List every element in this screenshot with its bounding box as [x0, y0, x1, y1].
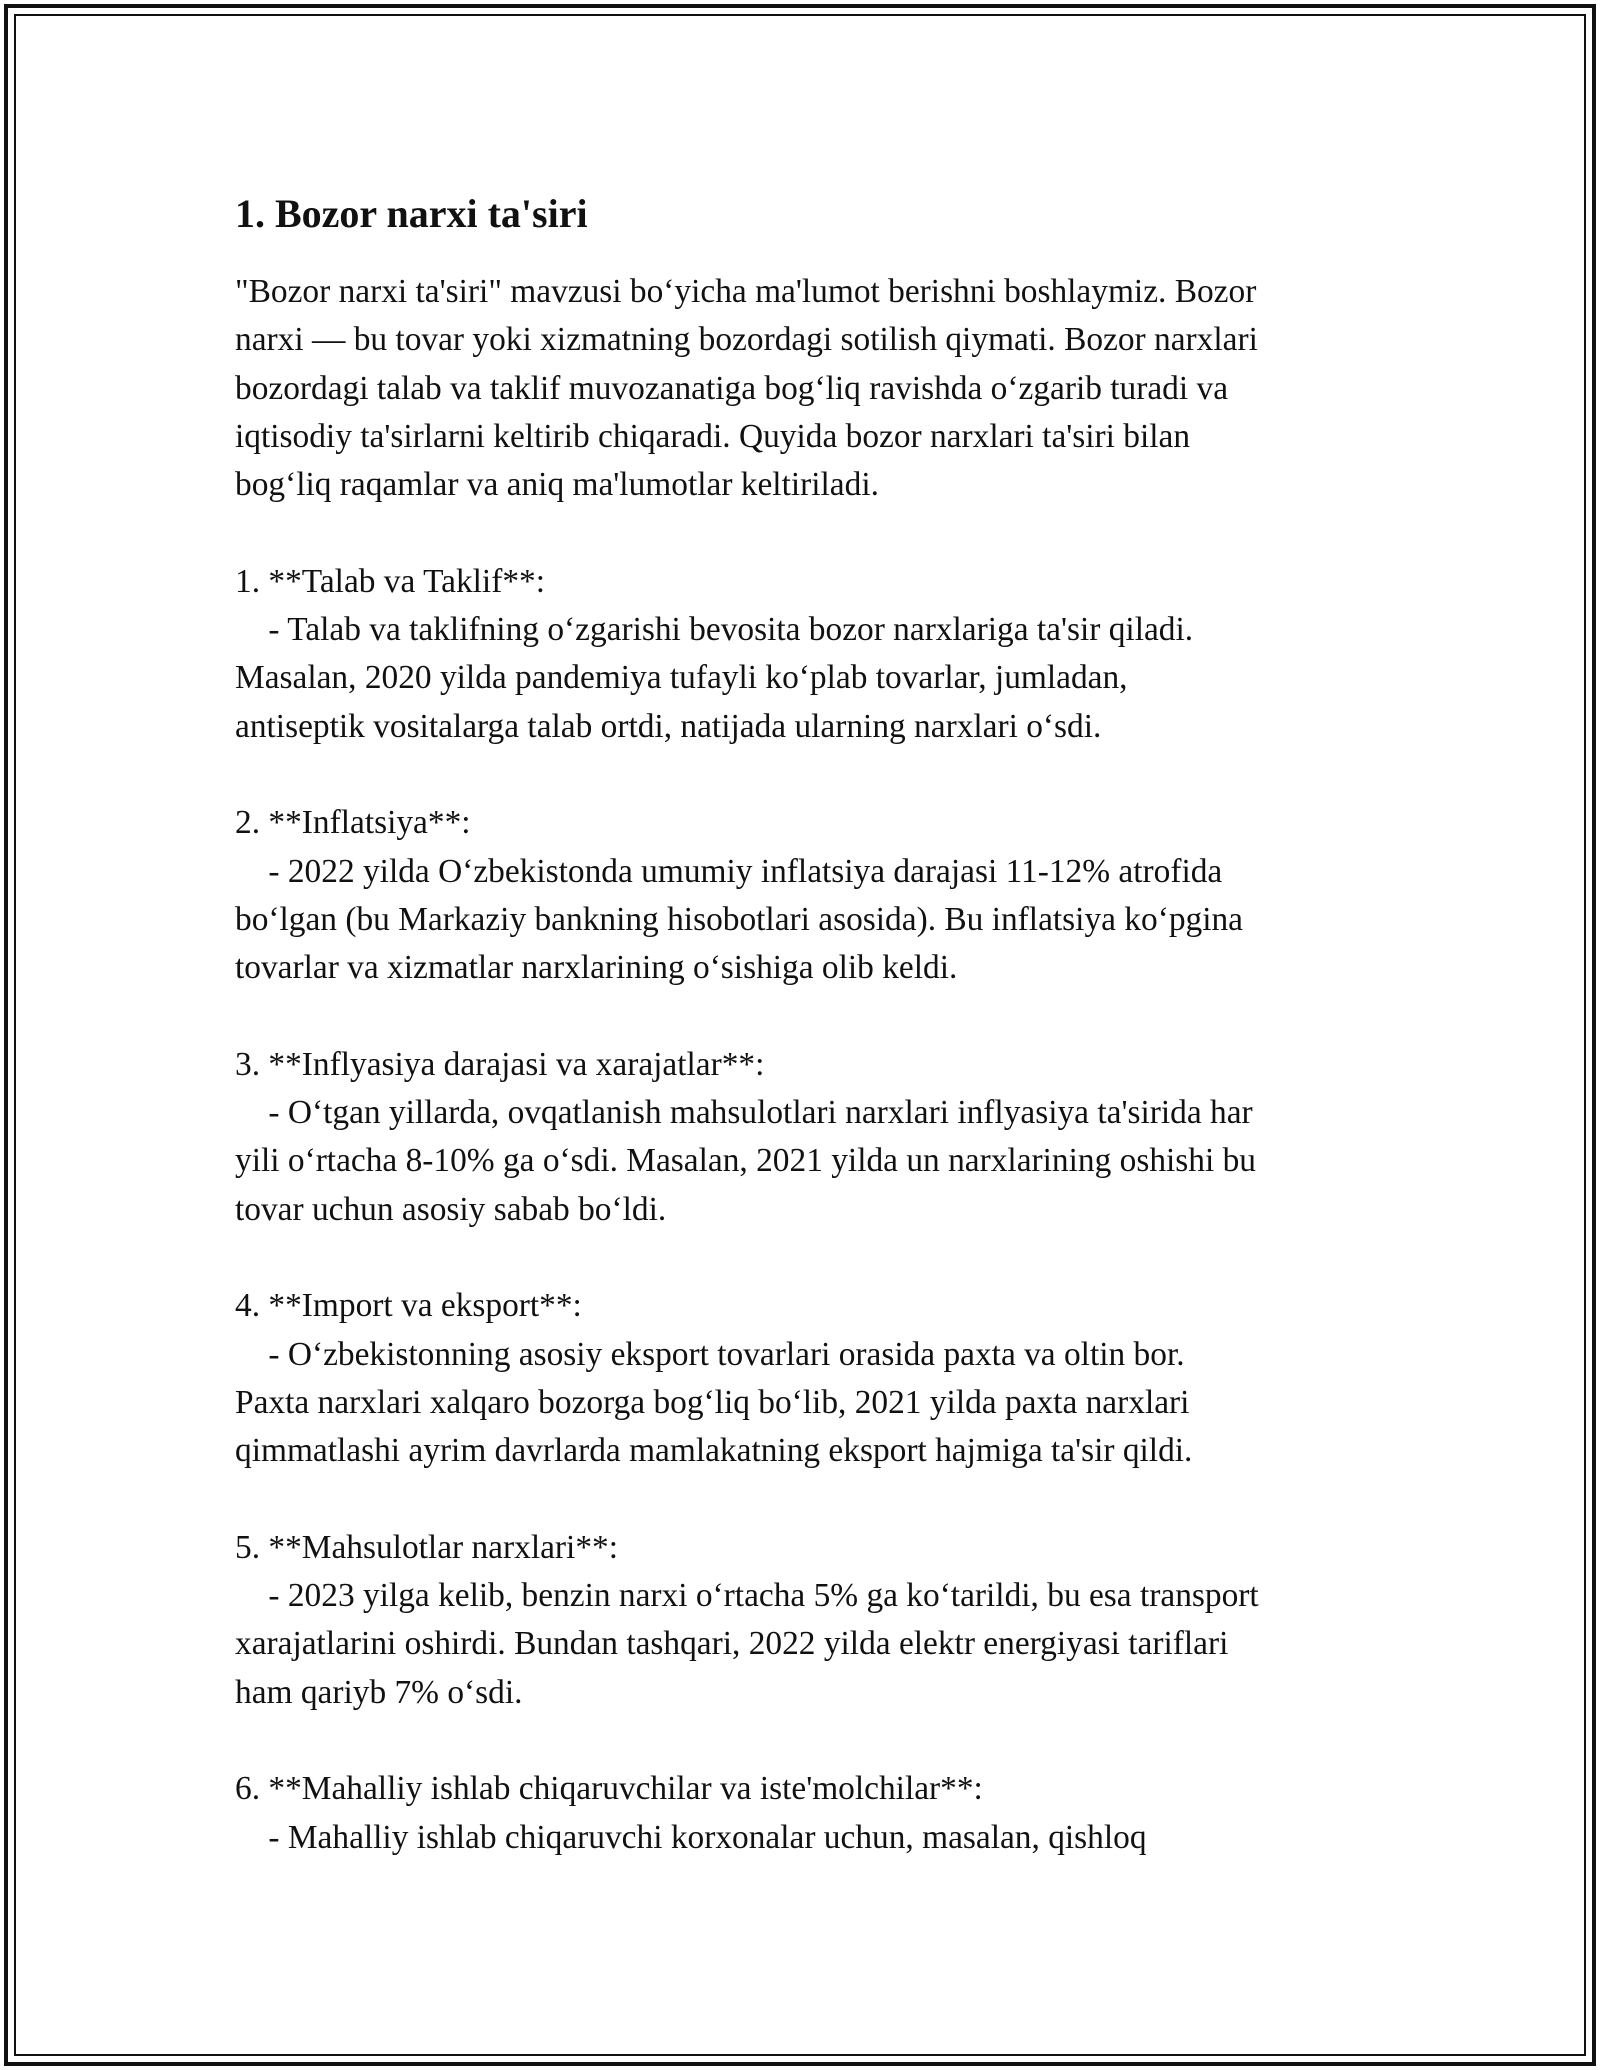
section-heading: 1. Bozor narxi ta'siri: [235, 191, 588, 236]
document-content: [235, 186, 1385, 1862]
document-body-text: "Bozor narxi ta'siri" mavzusi bo‘yicha ma'lumot berishni boshlaymiz. Bozor narxi — bu tovar yoki xizmatning bozordagi sotilish qiymati. Bozor narxlari bozordagi talab va taklif muvozanatiga bog‘liq ravishda o‘zgarib turadi va iqtisodiy ta'sirlarni keltirib chiqaradi. Quyida bozor narxlari ta'siri bilan bog‘liq raqamlar va aniq ma'lumotlar keltiriladi. 1. **Talab va Taklif**: - Talab va taklifning o‘zgarishi bevosita bozor narxlariga ta'sir qiladi. Masalan, 2020 yilda pandemiya tufayli ko‘plab tovarlar, jumladan, antiseptik vositalarga talab ortdi, natijada ularning narxlari o‘sdi. 2. **Inflatsiya**: - 2022 yilda O‘zbekistonda umumiy inflatsiya darajasi 11-12% atrofida bo‘lgan (bu Markaziy bankning hisobotlari asosida). Bu inflatsiya ko‘pgina tovarlar va xizmatlar narxlarining o‘sishiga olib keldi. 3. **Inflyasiya darajasi va xarajatlar**: - O‘tgan yillarda, ovqatlanish mahsulotlari narxlari inflyasiya ta'sirida har yili o‘rtacha 8-10% ga o‘sdi. Masalan, 2021 yilda un narxlarining oshishi bu tovar uchun asosiy sabab bo‘ldi. 4. **Import va eksport**: - O‘zbekistonning asosiy eksport tovarlari orasida paxta va oltin bor. Paxta narxlari xalqaro bozorga bog‘liq bo‘lib, 2021 yilda paxta narxlari qimmatlashi ayrim davrlarda mamlakatning eksport hajmiga ta'sir qildi. 5. **Mahsulotlar narxlari**: - 2023 yilga kelib, benzin narxi o‘rtacha 5% ga ko‘tarildi, bu esa transport xarajatlarini oshirdi. Bundan tashqari, 2022 yilda elektr energiyasi tariflari ham qariyb 7% o‘sdi. 6. **Mahalliy ishlab chiqaruvchilar va iste'molchilar**: - Mahalliy ishlab chiqaruvchi korxonalar uchun, masalan, qishloq: [235, 273, 1259, 1856]
